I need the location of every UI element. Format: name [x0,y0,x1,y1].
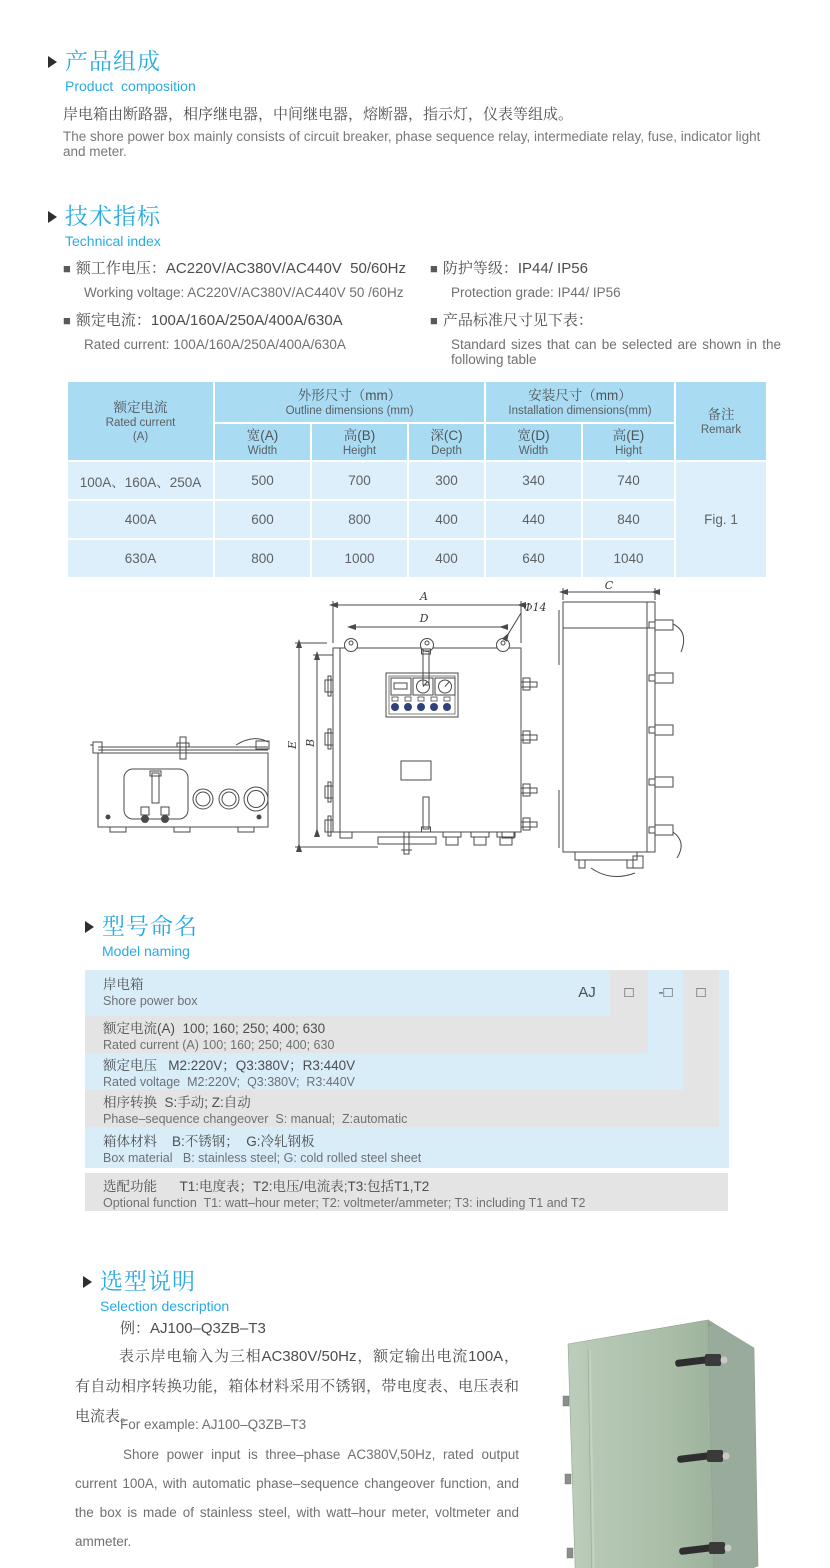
meter-panel [386,673,458,717]
spec-rated-current: ■ 额定电流：100A/160A/250A/400A/630A Rated current: 100A/160A/250A/400A/630A [63,312,346,352]
table-row: 400A 600 800 400 440 840 [68,501,766,538]
dim-label-d: D [419,612,429,625]
latches-right [521,678,537,830]
model-code-prefix: AJ [578,984,596,1001]
model-row-box-material: 箱体材料 B:不锈钢； G:冷轧钢板 Box material B: stainless steel; G: cold rolled steel sheet [103,1134,422,1165]
model-row-optional-function: 选配功能 T1:电度表；T2:电压/电流表;T3:包括T1,T2 Optional function T1: watt–hour meter; T2: voltmeter/ammeter; T3: including T1 and T2 [103,1179,586,1210]
dim-label-b: B [304,738,317,748]
model-naming-title-zh: 型号命名 [102,913,198,939]
section-selection-header [100,1268,229,1314]
bottom-view-drawing [88,733,278,845]
table-row: 100A、160A、250A 500 700 300 340 740 Fig. 1 [68,462,766,499]
col-header-rated-current: 额定电流 Rated current (A) [68,382,213,460]
product-photo [538,1298,800,1568]
square-bullet-icon: ■ [63,261,71,276]
selection-body-zh: 表示岸电输入为三相AC380V/50Hz，额定输出电流100A，有自动相序转换功能，箱体材料采用不锈钢，带电度表、电压表和电流表。 [75,1348,519,1425]
model-row-shore-power-box: 岸电箱 Shore power box [103,977,198,1008]
model-row-rated-current: 额定电流(A) 100; 160; 250; 400; 630 Rated current (A) 100; 160; 250; 400; 630 [103,1021,335,1052]
col-header-outline-dimensions: 外形尺寸（mm） Outline dimensions (mm) [215,382,484,422]
hinges-left [325,676,333,836]
section-arrow-icon [83,1276,92,1288]
subcol-width-a: 宽(A) Width [215,424,310,460]
section-technical-header [65,203,161,249]
side-latches [649,620,684,858]
model-naming-diagram [85,970,729,1211]
composition-body-zh: 岸电箱由断路器，相序继电器，中间继电器，熔断器，指示灯，仪表等组成。 [63,106,574,123]
spec-standard-sizes: ■ 产品标准尺寸见下表： Standard sizes that can be selected are shown in the following table [430,312,785,367]
front-view-drawing [283,585,558,870]
selection-title-zh: 选型说明 [100,1268,196,1294]
table-row: 630A 800 1000 400 640 1040 [68,540,766,577]
square-bullet-icon: ■ [430,261,438,276]
spec-protection-grade: ■ 防护等级：IP44/ IP56 Protection grade: IP44/ IP56 [430,260,621,300]
remark-value: Fig. 1 [676,462,766,577]
square-bullet-icon: ■ [63,313,71,328]
section-arrow-icon [48,211,57,223]
dim-label-a: A [420,590,428,603]
col-header-remark: 备注 Remark [676,382,766,460]
model-naming-title-en: Model naming [102,943,190,959]
selection-example-en: For example: AJ100–Q3ZB–T3 [120,1417,307,1432]
dim-label-e: E [286,740,299,750]
technical-title-en: Technical index [65,233,161,249]
selection-title-en: Selection description [100,1298,230,1314]
col-header-installation-dimensions: 安装尺寸（mm） Installation dimensions(mm) [486,382,674,422]
composition-body-en: The shore power box mainly consists of circuit breaker, phase sequence relay, intermediate relay, fuse, indicator light and meter. [63,129,765,159]
technical-title-zh: 技术指标 [65,203,161,229]
subcol-depth-c: 深(C) Depth [409,424,484,460]
size-table [66,380,768,579]
section-model-naming-header [102,913,198,959]
dim-label-c: C [604,580,614,592]
model-row-phase-sequence: 相序转换 S:手动; Z:自动 Phase–sequence changeover S: manual; Z:automatic [103,1095,408,1126]
model-row-rated-voltage: 额定电压 M2:220V；Q3:380V；R3:440V Rated voltage M2:220V; Q3:380V; R3:440V [103,1058,356,1089]
composition-title-zh: 产品组成 [65,48,161,74]
side-view-drawing [545,580,697,878]
composition-title-en: Product composition [65,78,196,94]
section-composition-header [65,48,196,94]
model-code-box-2: -□ [658,984,673,1001]
selection-body-en: Shore power input is three–phase AC380V,50Hz, rated output current 100A, with automatic phase–sequence changeover function, and the box is made of stainless steel, with watt–hour meter, voltmeter and ammeter. [75,1447,519,1549]
subcol-hight-e: 高(E) Hight [583,424,674,460]
selection-example-zh: 例：AJ100–Q3ZB–T3 [120,1320,266,1337]
section-arrow-icon [48,56,57,68]
model-code-box-3: □ [696,984,706,1001]
section-arrow-icon [85,921,94,933]
square-bullet-icon: ■ [430,313,438,328]
subcol-height-b: 高(B) Height [312,424,407,460]
spec-working-voltage: ■ 额工作电压：AC220V/AC380V/AC440V 50/60Hz Working voltage: AC220V/AC380V/AC440V 50 /60Hz [63,260,407,300]
dim-label-phi14: Φ14 [523,601,547,614]
model-code-box-1: □ [624,984,634,1001]
subcol-width-d: 宽(D) Width [486,424,581,460]
